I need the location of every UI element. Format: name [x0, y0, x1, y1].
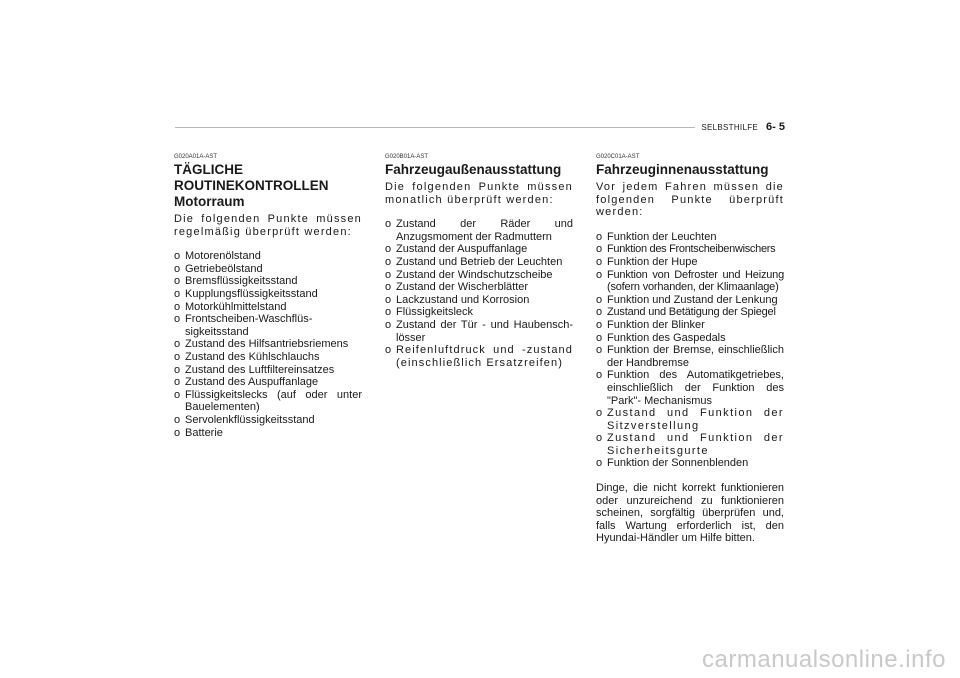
- watermark: carmanualsonline.info: [702, 646, 946, 673]
- section-code: G020B01A-AST: [385, 154, 429, 160]
- heading-line: Motorraum: [174, 194, 245, 209]
- list-item: o Zustand des Hilfsantriebsriemens: [174, 338, 362, 351]
- list-item: o Zustand des Kühlschlauchs: [174, 351, 362, 364]
- list-item: o Funktion der Blinker: [596, 319, 784, 332]
- list-item: o Flüssigkeitsleck: [385, 306, 573, 319]
- section-heading: [385, 162, 573, 178]
- list-item: o Zustand und Funktion der Sicherheitsgurte: [596, 432, 784, 457]
- section-code: G020A01A-AST: [174, 154, 218, 160]
- section-title: SELBSTHILFE: [701, 123, 759, 132]
- list-item: o Frontscheiben-Waschflüs-sigkeitsstand: [174, 313, 362, 338]
- list-item: o Zustand des Luftfiltereinsatzes: [174, 364, 362, 377]
- list-item: o Funktion des Frontscheibenwischers: [596, 243, 784, 256]
- list-item: o Servolenkflüssigkeitsstand: [174, 414, 362, 427]
- check-list: [174, 250, 362, 439]
- list-item: o Zustand der Wischerblätter: [385, 281, 573, 294]
- list-item: o Funktion der Hupe: [596, 256, 784, 269]
- list-item: o Reifenluftdruck und -zustand (einschließlich Ersatzreifen): [385, 344, 573, 369]
- list-item: o Funktion der Sonnenblenden: [596, 457, 784, 470]
- list-item: o Motorenölstand: [174, 250, 362, 263]
- list-item: o Funktion des Automatikgetriebes, einschließlich der Funktion des "Park"- Mechanismus: [596, 369, 784, 407]
- section-code: G020C01A-AST: [596, 154, 640, 160]
- list-item: o Funktion des Gaspedals: [596, 332, 784, 345]
- heading-line: Fahrzeuginnenausstattung: [596, 162, 769, 177]
- list-item: o Bremsflüssigkeitsstand: [174, 275, 362, 288]
- list-item: o Kupplungsflüssigkeitsstand: [174, 288, 362, 301]
- section-heading: [596, 162, 784, 178]
- heading-line: ROUTINEKONTROLLEN: [174, 178, 329, 193]
- column-interior-checks: [596, 153, 784, 545]
- list-item: o Motorkühlmittelstand: [174, 301, 362, 314]
- list-item: o Zustand der Windschutzscheibe: [385, 269, 573, 282]
- page-header: [701, 121, 785, 133]
- list-item: o Zustand der Auspuffanlage: [385, 243, 573, 256]
- heading-line: TÄGLICHE: [174, 162, 243, 177]
- check-list: [385, 218, 573, 369]
- list-item: o Zustand und Funktion der Sitzverstellung: [596, 407, 784, 432]
- list-item: o Funktion und Zustand der Lenkung: [596, 294, 784, 307]
- section-intro: Die folgenden Punkte müssen regelmäßig überprüft werden:: [174, 213, 362, 238]
- list-item: o Getriebeölstand: [174, 263, 362, 276]
- list-item: o Zustand und Betrieb der Leuchten: [385, 256, 573, 269]
- list-item: o Funktion der Leuchten: [596, 231, 784, 244]
- list-item: o Funktion der Bremse, einschließlich der Handbremse: [596, 344, 784, 369]
- section-intro: Die folgenden Punkte müssen monatlich überprüft werden:: [385, 181, 573, 206]
- list-item: o Zustand des Auspuffanlage: [174, 376, 362, 389]
- list-item: o Flüssigkeitslecks (auf oder unter Bauelementen): [174, 389, 362, 414]
- list-item: o Funktion von Defroster und Heizung (sofern vorhanden, der Klimaanlage): [596, 269, 784, 294]
- list-item: o Batterie: [174, 427, 362, 440]
- list-item: o Zustand der Räder und Anzugsmoment der Radmuttern: [385, 218, 573, 243]
- section-heading: [174, 162, 362, 210]
- page-number: 6- 5: [766, 121, 785, 133]
- closing-paragraph: Dinge, die nicht korrekt funktionieren oder unzureichend zu funktionieren scheinen, sorgfältig überprüfen und, falls Wartung erforderlich ist, den Hyundai-Händler um Hilfe bitten.: [596, 482, 784, 545]
- check-list: [596, 231, 784, 470]
- heading-line: Fahrzeugaußenausstattung: [385, 162, 562, 177]
- header-rule: [175, 127, 695, 128]
- list-item: o Lackzustand und Korrosion: [385, 294, 573, 307]
- section-intro: Vor jedem Fahren müssen die folgenden Punkte überprüft werden:: [596, 181, 784, 219]
- list-item: o Zustand der Tür - und Haubensch-lösser: [385, 319, 573, 344]
- column-daily-checks: [174, 153, 362, 439]
- column-exterior-checks: [385, 153, 573, 369]
- list-item: o Zustand und Betätigung der Spiegel: [596, 306, 784, 319]
